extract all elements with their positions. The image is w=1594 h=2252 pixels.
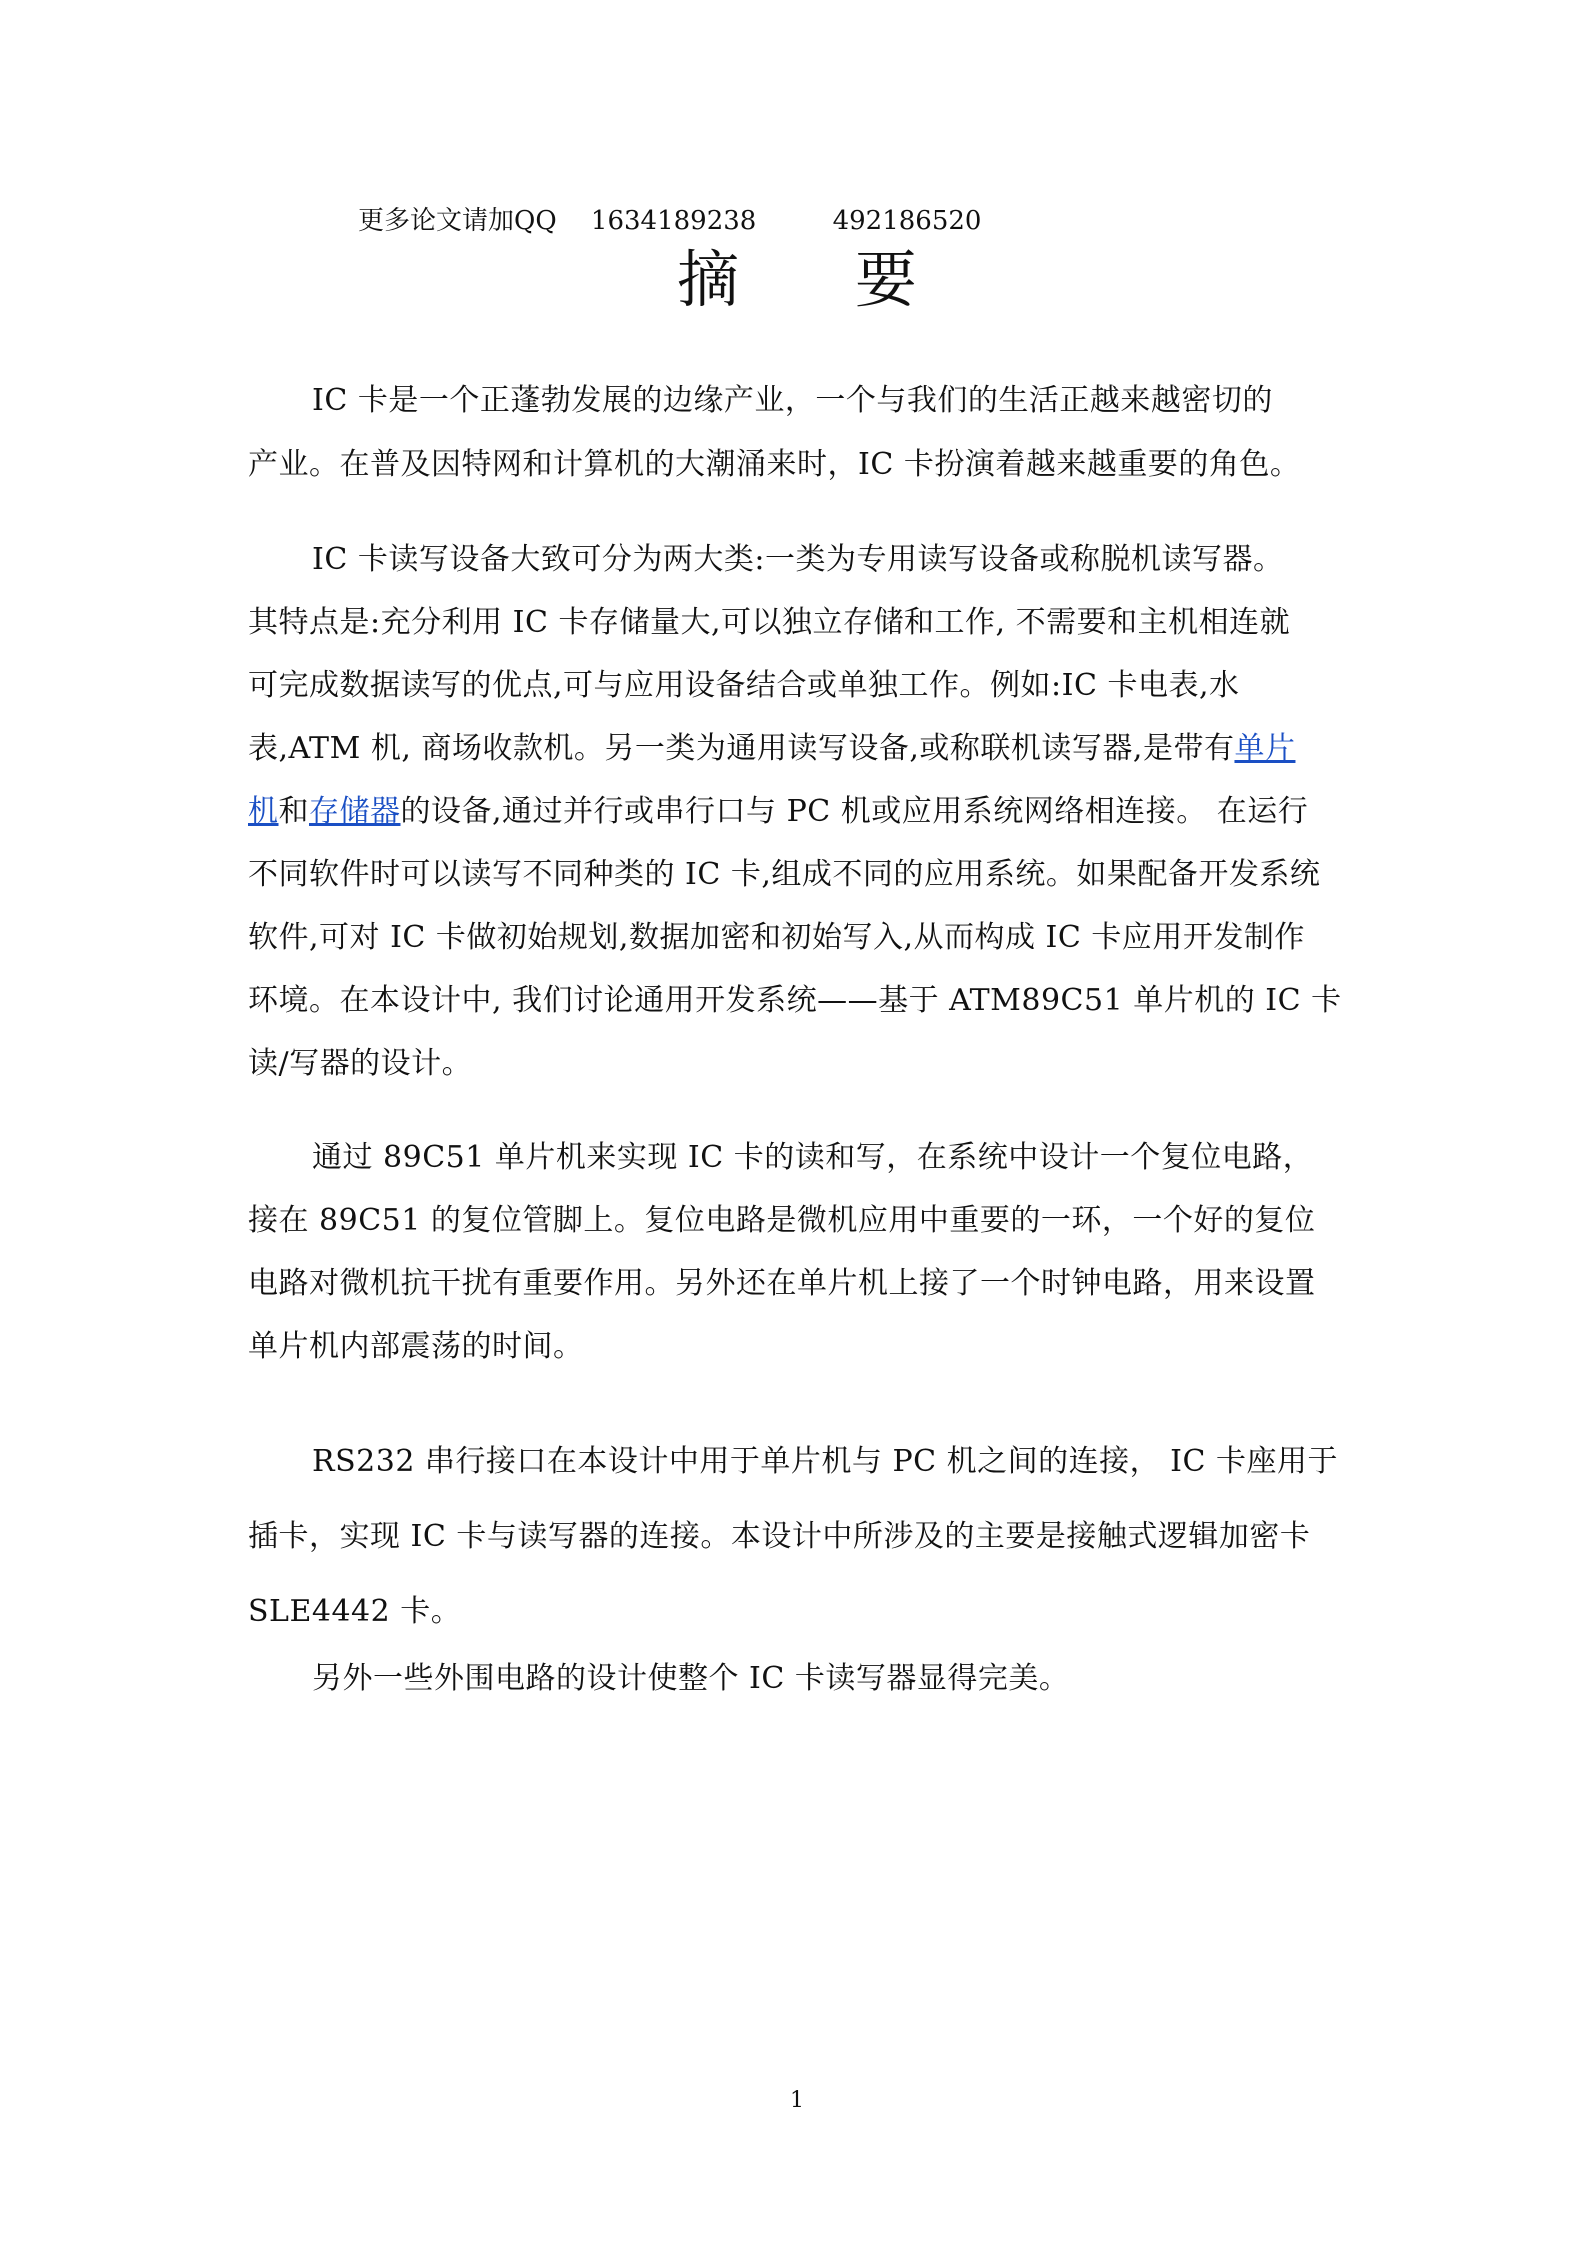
contact-label: 更多论文请加QQ (358, 206, 557, 236)
paragraph-line: 单片机内部震荡的时间。 (248, 1329, 584, 1364)
paragraph-1 (248, 369, 1358, 497)
paragraph-line: 不同软件时可以读写不同种类的 IC 卡,组成不同的应用系统。如果配备开发系统 (248, 857, 1321, 892)
line-text: 表,ATM 机, 商场收款机。另一类为通用读写设备,或称联机读写器,是带有 (248, 731, 1235, 766)
paragraph-line: 产业。在普及因特网和计算机的大潮涌来时，IC 卡扮演着越来越重要的角色。 (248, 447, 1301, 482)
paragraph-line: 环境。在本设计中, 我们讨论通用开发系统——基于 ATM89C51 单片机的 IC 卡 (248, 983, 1342, 1018)
link-single-chip[interactable]: 单片 (1234, 731, 1296, 766)
paragraph-line: 接在 89C51 的复位管脚上。复位电路是微机应用中重要的一环，一个好的复位 (248, 1203, 1316, 1238)
paragraph-line (248, 717, 1358, 780)
link-memory[interactable]: 存储器 (309, 794, 401, 829)
page-title: 摘 要 (677, 243, 965, 316)
paragraph-2 (248, 528, 1358, 1095)
paragraph-line: IC 卡是一个正蓬勃发展的边缘产业，一个与我们的生活正越来越密切的 (312, 383, 1273, 418)
line-text: 和 (278, 794, 309, 829)
paragraph-5 (248, 1647, 1358, 1711)
qq-number-2: 492186520 (832, 206, 982, 236)
paragraph-line: 插卡，实现 IC 卡与读写器的连接。本设计中所涉及的主要是接触式逻辑加密卡 (248, 1519, 1311, 1554)
paragraph-line: 另外一些外围电路的设计使整个 IC 卡读写器显得完美。 (312, 1661, 1070, 1696)
line-text: 的设备,通过并行或串行口与 PC 机或应用系统网络相连接。 在运行 (400, 794, 1309, 829)
paragraph-line: 可完成数据读写的优点,可与应用设备结合或单独工作。例如:IC 卡电表,水 (248, 668, 1240, 703)
paragraph-line: 通过 89C51 单片机来实现 IC 卡的读和写，在系统中设计一个复位电路， (312, 1140, 1314, 1175)
page-number: 1 (790, 2088, 804, 2113)
link-single-chip-continued[interactable]: 机 (248, 794, 279, 829)
contact-line (358, 203, 981, 239)
paragraph-line: 其特点是:充分利用 IC 卡存储量大,可以独立存储和工作, 不需要和主机相连就 (248, 605, 1291, 640)
paragraph-4 (248, 1424, 1358, 1649)
paragraph-3 (248, 1126, 1358, 1378)
paragraph-line: SLE4442 卡。 (248, 1594, 462, 1629)
paragraph-line: 电路对微机抗干扰有重要作用。另外还在单片机上接了一个时钟电路，用来设置 (248, 1266, 1316, 1301)
qq-number-1: 1634189238 (590, 206, 757, 236)
paragraph-line (248, 780, 1358, 843)
paragraph-line: RS232 串行接口在本设计中用于单片机与 PC 机之间的连接， IC 卡座用于 (312, 1444, 1339, 1479)
paragraph-line: IC 卡读写设备大致可分为两大类:一类为专用读写设备或称脱机读写器。 (312, 542, 1284, 577)
paragraph-line: 读/写器的设计。 (248, 1046, 473, 1081)
paragraph-line: 软件,可对 IC 卡做初始规划,数据加密和初始写入,从而构成 IC 卡应用开发制作 (248, 920, 1305, 955)
